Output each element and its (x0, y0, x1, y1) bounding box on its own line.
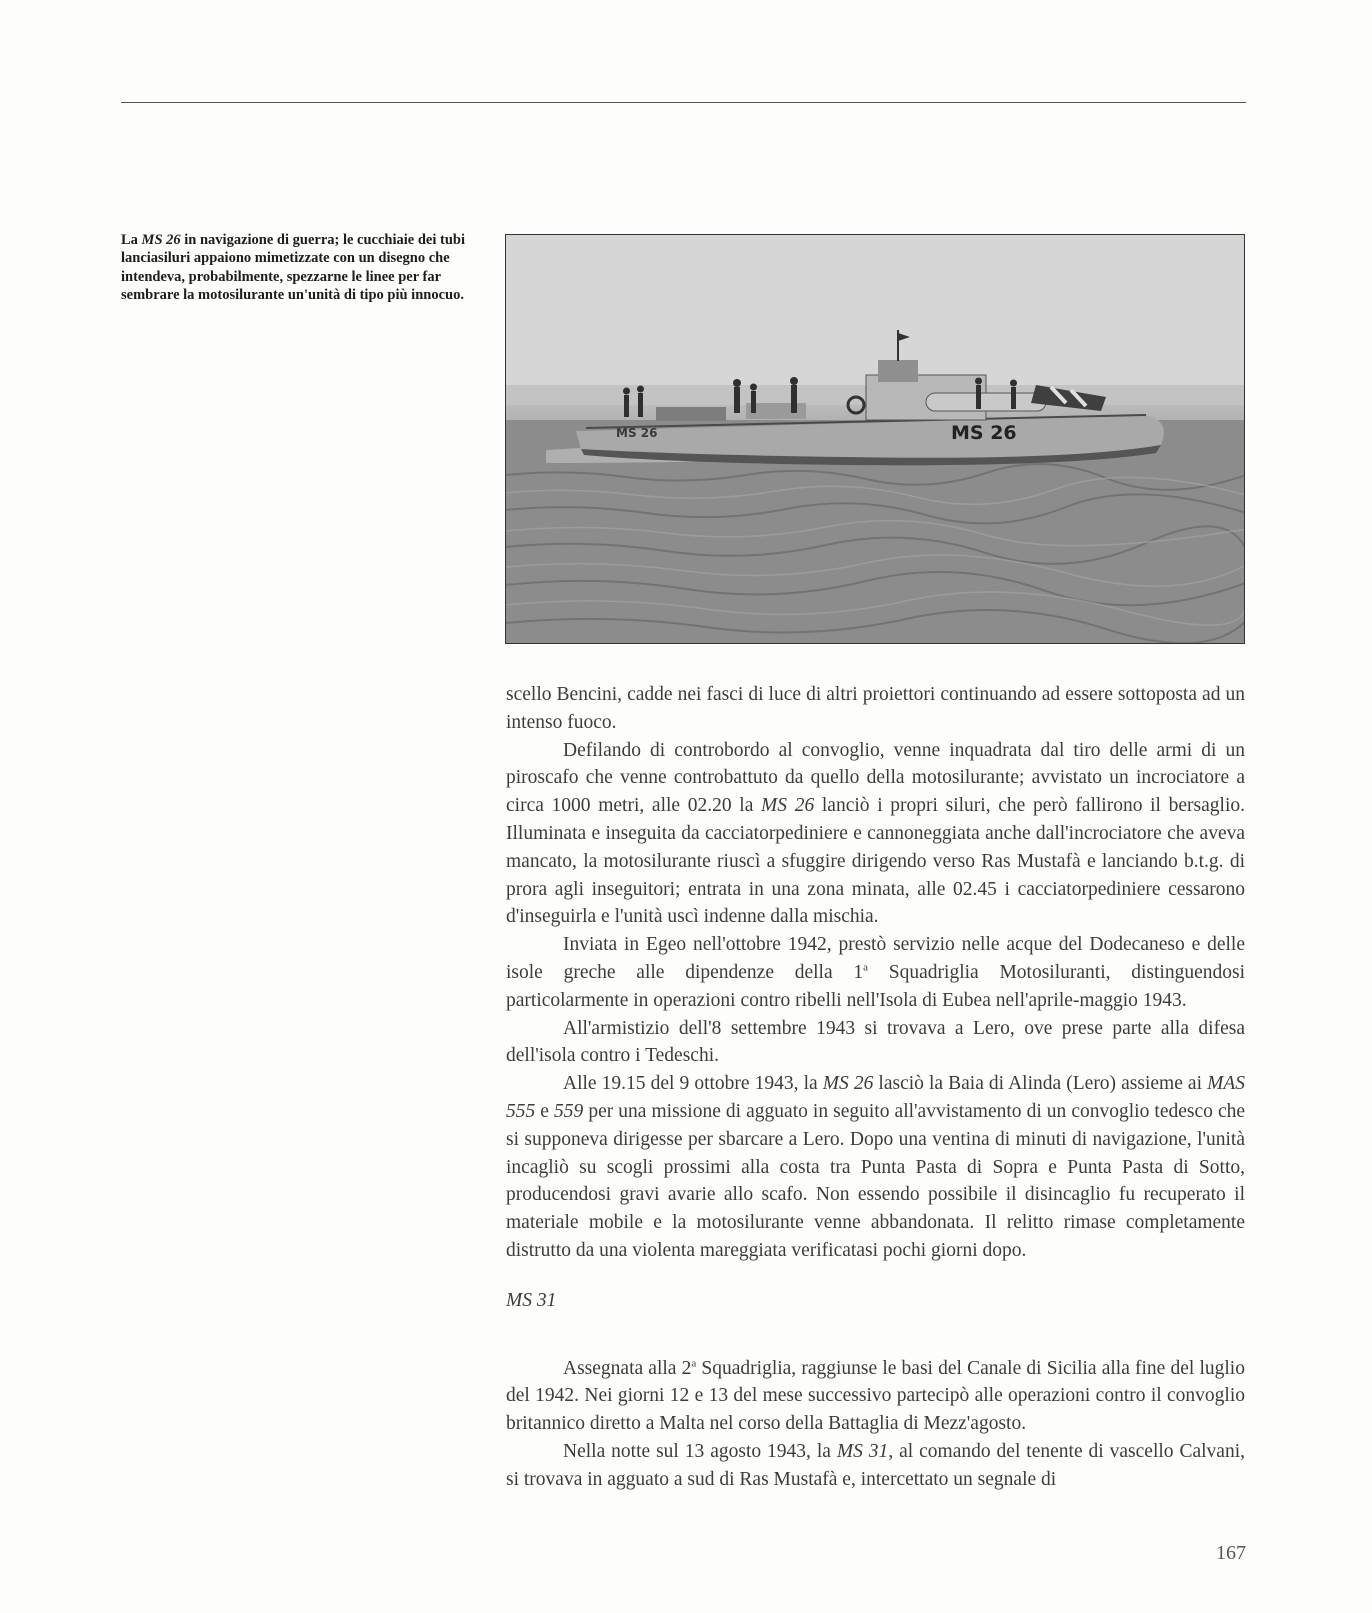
hull-marking-bow: MS 26 (951, 422, 1017, 444)
paragraph-6: Assegnata alla 2$^a$ Squadriglia, raggiunse le basi del Canale di Sicilia alla fine del luglio del 1942. Nei giorni 12 e 13 del mese successivo partecipò alle operazioni contro il convoglio britannico diretto a Malta nel corso della Battaglia di Mezz'agosto. (506, 1357, 1245, 1435)
photo-caption: La MS 26 in navigazione di guerra; le cucchiaie dei tubi lanciasiluri appaiono mimetizzate con un disegno che intendeva, probabilmente, spezzarne le linee per far sembrare la motosilurante un'unità di tipo più innocuo. (121, 232, 465, 304)
ship-photo (505, 234, 1245, 644)
page-number: 167 (1216, 1542, 1246, 1564)
paragraph-4: All'armistizio dell'8 settembre 1943 si trovava a Lero, ove prese parte alla difesa dell'isola contro i Tedeschi. (506, 1017, 1245, 1067)
ship-photo-image (506, 235, 1245, 644)
paragraph-2: Defilando di controbordo al convoglio, venne inquadrata dal tiro delle armi di un piroscafo che venne controbattuto da quello della motosilurante; avvistato un incrociatore a circa 1000 metri, alle 02.20 la MS 26 lanciò i propri siluri, che però fallirono il bersaglio. Illuminata e inseguita da cacciatorpediniere e cannoneggiata anche dall'incrociatore che aveva mancato, la motosilurante riuscì a sfuggire dirigendo verso Ras Mustafà e lanciando b.t.g. di prora agli inseguitori; entrata in una zona minata, alle 02.45 i cacciatorpediniere cessarono d'inseguirla e l'unità uscì indenne dalla mischia. (506, 739, 1245, 928)
body-text (506, 681, 1245, 1494)
top-rule (121, 102, 1246, 103)
caption-vessel-name: MS 26 (141, 232, 181, 248)
paragraph-3: Inviata in Egeo nell'ottobre 1942, prestò servizio nelle acque del Dodecaneso e delle isole greche alle dipendenze della 1$^a$ Squadriglia Motosiluranti, distinguendosi particolarmente in operazioni contro ribelli nell'Isola di Eubea nell'aprile-maggio 1943. (506, 934, 1245, 1011)
paragraph-1: scello Bencini, cadde nei fasci di luce di altri proiettori continuando ad essere sottoposta ad un intenso fuoco. (506, 684, 1245, 733)
hull-marking-stern: MS 26 (616, 426, 658, 440)
paragraph-5: Alle 19.15 del 9 ottobre 1943, la MS 26 lasciò la Baia di Alinda (Lero) assieme ai MAS 555 e 559 per una missione di agguato in seguito all'avvistamento di un convoglio tedesco che si supponeva dirigesse per sbarcare a Lero. Dopo una ventina di minuti di navigazione, l'unità incagliò su scogli prossimi alla costa tra Punta Pasta di Sopra e Punta Pasta di Sotto, producendosi gravi avarie allo scafo. Non essendo possibile il disincaglio fu recuperato il materiale mobile e la motosilurante venne abbandonata. Il relitto rimase completamente distrutto da una violenta mareggiata verificatasi pochi giorni dopo. (506, 1073, 1246, 1261)
section-title: MS 31 (506, 1289, 557, 1311)
paragraph-7: Nella notte sul 13 agosto 1943, la MS 31, al comando del tenente di vascello Calvani, si trovava in agguato a sud di Ras Mustafà e, intercettato un segnale di (506, 1440, 1245, 1490)
